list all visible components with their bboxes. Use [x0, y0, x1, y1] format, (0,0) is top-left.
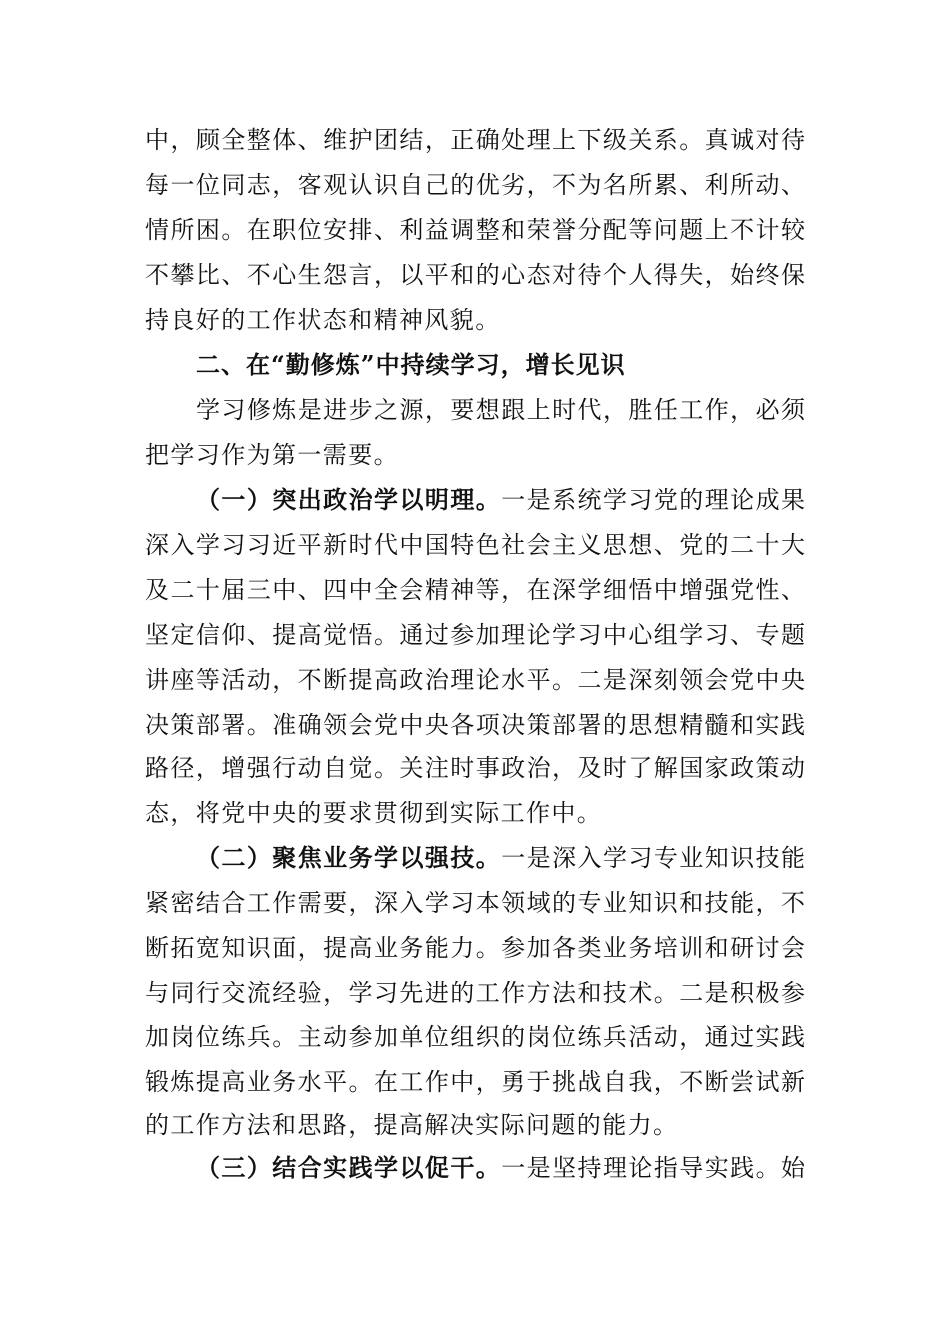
text-line [196, 484, 805, 516]
text-line: 深入学习习近平新时代中国特色社会主义思想、党的二十大 [145, 531, 805, 559]
subheading: （三）结合实践学以促干。 [196, 1153, 502, 1182]
text-line: 及二十届三中、四中全会精神等，在深学细悟中增强党性、 [145, 576, 805, 604]
text-span: 一是系统学习党的理论成果 [501, 486, 806, 514]
text-line: 的工作方法和思路，提高解决实际问题的能力。 [145, 1111, 679, 1139]
subheading: （一）突出政治学以明理。 [196, 485, 502, 514]
text-line: 每一位同志，客观认识自己的优劣，不为名所累、利所动、 [145, 171, 805, 199]
text-line: 持良好的工作状态和精神风貌。 [145, 306, 501, 334]
text-line: 中，顾全整体、维护团结，正确处理上下级关系。真诚对待 [145, 126, 805, 154]
text-line: 不攀比、不心生怨言，以平和的心态对待个人得失，始终保 [145, 261, 805, 289]
text-line: 断拓宽知识面，提高业务能力。参加各类业务培训和研讨会 [145, 934, 805, 962]
text-line: 锻炼提高业务水平。在工作中，勇于挑战自我，不断尝试新 [145, 1068, 805, 1096]
text-line: 加岗位练兵。主动参加单位组织的岗位练兵活动，通过实践 [145, 1023, 805, 1051]
text-span: 一是深入学习专业知识技能 [501, 844, 806, 872]
text-line: 学习修炼是进步之源，要想跟上时代，胜任工作，必须 [196, 396, 805, 424]
text-line [196, 842, 805, 874]
text-line: 决策部署。准确领会党中央各项决策部署的思想精髓和实践 [145, 711, 805, 739]
section-heading: 二、在“勤修炼”中持续学习，增长见识 [196, 350, 626, 379]
text-line: 坚定信仰、提高觉悟。通过参加理论学习中心组学习、专题 [145, 621, 805, 649]
text-line: 紧密结合工作需要，深入学习本领域的专业知识和技能，不 [145, 889, 805, 917]
text-line: 与同行交流经验，学习先进的工作方法和技术。二是积极参 [145, 979, 805, 1007]
text-span: 一是坚持理论指导实践。始 [501, 1154, 806, 1182]
subheading: （二）聚焦业务学以强技。 [196, 843, 502, 872]
text-line [196, 1152, 805, 1184]
text-line: 路径，增强行动自觉。关注时事政治，及时了解国家政策动 [145, 754, 805, 782]
text-line: 讲座等活动，不断提高政治理论水平。二是深刻领会党中央 [145, 666, 805, 694]
text-line: 情所困。在职位安排、利益调整和荣誉分配等问题上不计较 [145, 216, 805, 244]
text-line: 把学习作为第一需要。 [145, 441, 399, 469]
text-line: 态，将党中央的要求贯彻到实际工作中。 [145, 799, 603, 827]
